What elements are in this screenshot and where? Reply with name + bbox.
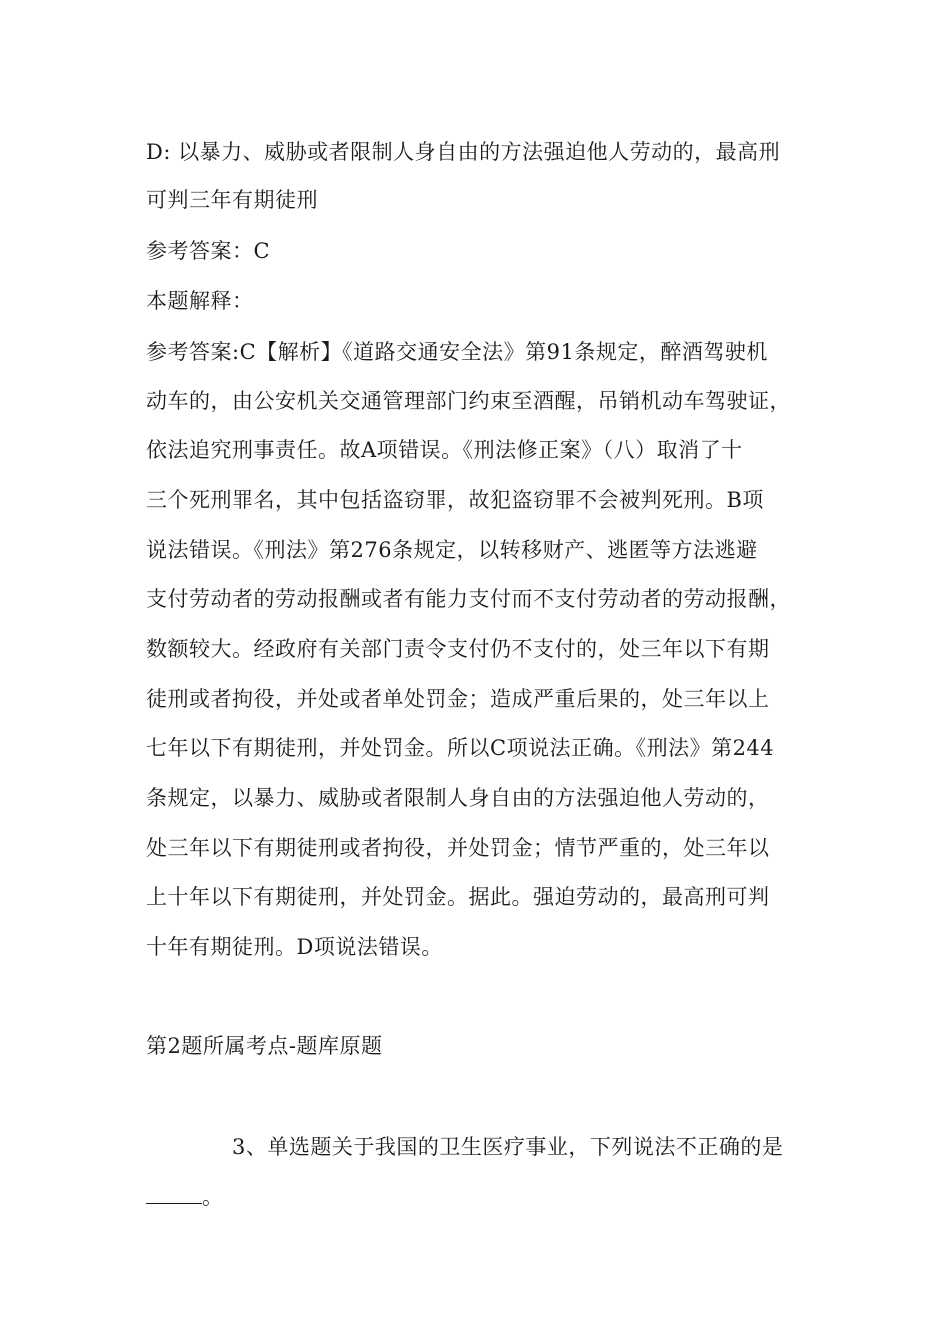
explanation-line: 说法错误。《刑法》第276条规定，以转移财产、逃匿等方法逃避 [146, 538, 758, 562]
explanation-line: 参考答案:C【解析】《道路交通安全法》第91条规定，醉酒驾驶机 [146, 340, 768, 364]
explanation-label: 本题解释： [146, 289, 254, 313]
reference-answer: 参考答案：C [146, 239, 271, 263]
explanation-line: 十年有期徒刑。D项说法错误。 [146, 935, 443, 959]
explanation-line: 动车的，由公安机关交通管理部门约束至酒醒，吊销机动车驾驶证， [146, 389, 791, 413]
explanation-line: 数额较大。经政府有关部门责令支付仍不支付的，处三年以下有期 [146, 637, 770, 661]
answer-blank [146, 1185, 202, 1204]
explanation-line: 条规定，以暴力、威胁或者限制人身自由的方法强迫他人劳动的， [146, 786, 770, 810]
question-3-line2 [146, 1183, 224, 1211]
explanation-line: 处三年以下有期徒刑或者拘役，并处罚金；情节严重的，处三年以 [146, 836, 770, 860]
explanation-line: 依法追究刑事责任。故A项错误。《刑法修正案》（八）取消了十 [146, 438, 743, 462]
explanation-line: 三个死刑罪名，其中包括盗窃罪，故犯盗窃罪不会被判死刑。B项 [146, 488, 764, 512]
explanation-line: 支付劳动者的劳动报酬或者有能力支付而不支付劳动者的劳动报酬， [146, 587, 791, 611]
knowledge-point: 第2题所属考点-题库原题 [146, 1034, 383, 1058]
question-3-line1: 3、单选题关于我国的卫生医疗事业，下列说法不正确的是 [232, 1135, 784, 1159]
explanation-line: 徒刑或者拘役，并处或者单处罚金；造成严重后果的，处三年以上 [146, 687, 770, 711]
option-d-line1: D: 以暴力、威胁或者限制人身自由的方法强迫他人劳动的，最高刑 [146, 140, 781, 164]
option-d-line2: 可判三年有期徒刑 [146, 188, 318, 212]
explanation-line: 上十年以下有期徒刑，并处罚金。据此。强迫劳动的，最高刑可判 [146, 885, 770, 909]
question-3-period: 。 [202, 1185, 224, 1209]
explanation-line: 七年以下有期徒刑，并处罚金。所以C项说法正确。《刑法》第244 [146, 736, 775, 760]
